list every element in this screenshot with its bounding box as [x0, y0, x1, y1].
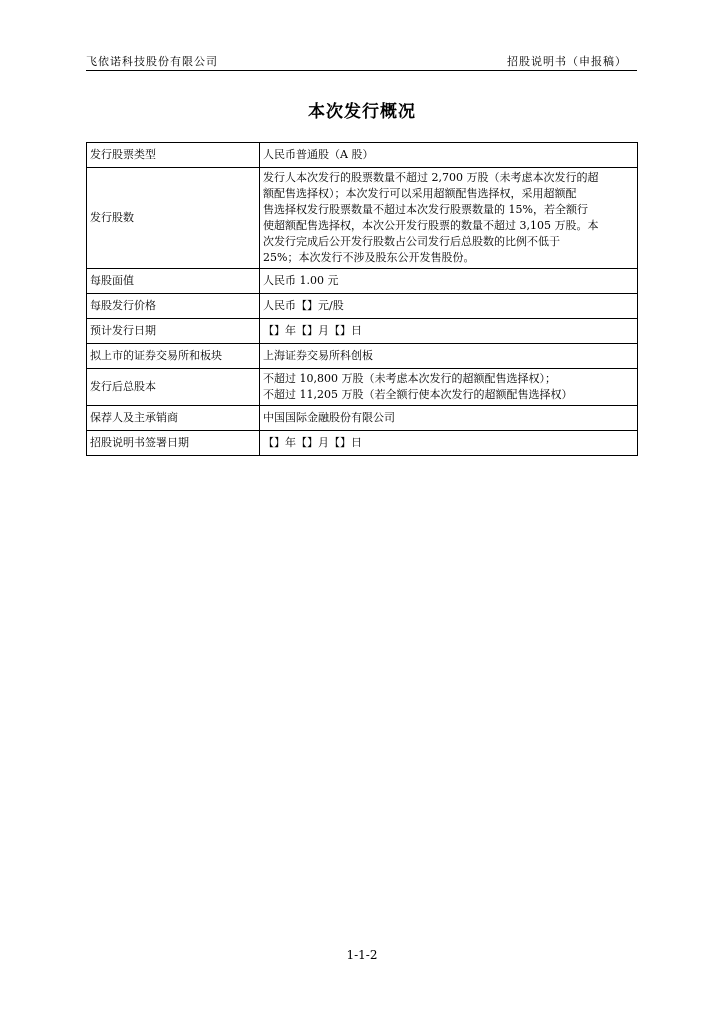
- row-label: 每股面值: [87, 269, 260, 294]
- table-row: [87, 143, 638, 168]
- page-header: [86, 50, 637, 71]
- value-line: 上海证券交易所科创板: [263, 349, 373, 362]
- row-value: [260, 319, 638, 344]
- company-name: 飞依诺科技股份有限公司: [86, 55, 218, 68]
- table-row: [87, 406, 638, 431]
- row-label: 每股发行价格: [87, 294, 260, 319]
- table-row: [87, 369, 638, 406]
- table-row: [87, 431, 638, 456]
- row-label: 保荐人及主承销商: [87, 406, 260, 431]
- table-row: [87, 344, 638, 369]
- table-row: [87, 294, 638, 319]
- offering-summary-table: [86, 142, 638, 456]
- page-title: 本次发行概况: [308, 102, 416, 122]
- value-line: 25%；本次发行不涉及股东公开发售股份。: [263, 251, 475, 264]
- row-value: [260, 143, 638, 168]
- value-line: 人民币普通股（A 股）: [263, 148, 374, 161]
- row-label: 发行股票类型: [87, 143, 260, 168]
- row-label: 拟上市的证券交易所和板块: [87, 344, 260, 369]
- row-value: [260, 431, 638, 456]
- row-label: 发行股数: [87, 168, 260, 269]
- value-line: 【】年【】月【】日: [263, 324, 362, 337]
- row-value: [260, 344, 638, 369]
- value-line: 不超过 10,800 万股（未考虑本次发行的超额配售选择权）；: [263, 372, 556, 385]
- row-label: 发行后总股本: [87, 369, 260, 406]
- table-row: [87, 319, 638, 344]
- table-row: [87, 168, 638, 269]
- value-line: 不超过 11,205 万股（若全额行使本次发行的超额配售选择权）: [263, 388, 573, 401]
- row-value: [260, 294, 638, 319]
- value-line: 人民币 1.00 元: [263, 274, 339, 287]
- value-line: 发行人本次发行的股票数量不超过 2,700 万股（未考虑本次发行的超: [263, 171, 599, 184]
- row-value: [260, 269, 638, 294]
- value-line: 次发行完成后公开发行股数占公司发行后总股数的比例不低于: [263, 235, 560, 248]
- row-value: [260, 406, 638, 431]
- value-line: 人民币【】元/股: [263, 299, 344, 312]
- page-number: 1-1-2: [346, 948, 378, 962]
- row-value: [260, 168, 638, 269]
- table-row: [87, 269, 638, 294]
- value-line: 售选择权发行股票数量不超过本次发行股票数量的 15%，若全额行: [263, 203, 588, 216]
- value-line: 【】年【】月【】日: [263, 436, 362, 449]
- value-line: 使超额配售选择权，本次公开发行股票的数量不超过 3,105 万股。本: [263, 219, 599, 232]
- row-label: 招股说明书签署日期: [87, 431, 260, 456]
- row-label: 预计发行日期: [87, 319, 260, 344]
- value-line: 中国国际金融股份有限公司: [263, 411, 395, 424]
- document-type: 招股说明书（申报稿）: [507, 55, 627, 68]
- row-value: [260, 369, 638, 406]
- value-line: 额配售选择权）；本次发行可以采用超额配售选择权，采用超额配: [263, 187, 577, 200]
